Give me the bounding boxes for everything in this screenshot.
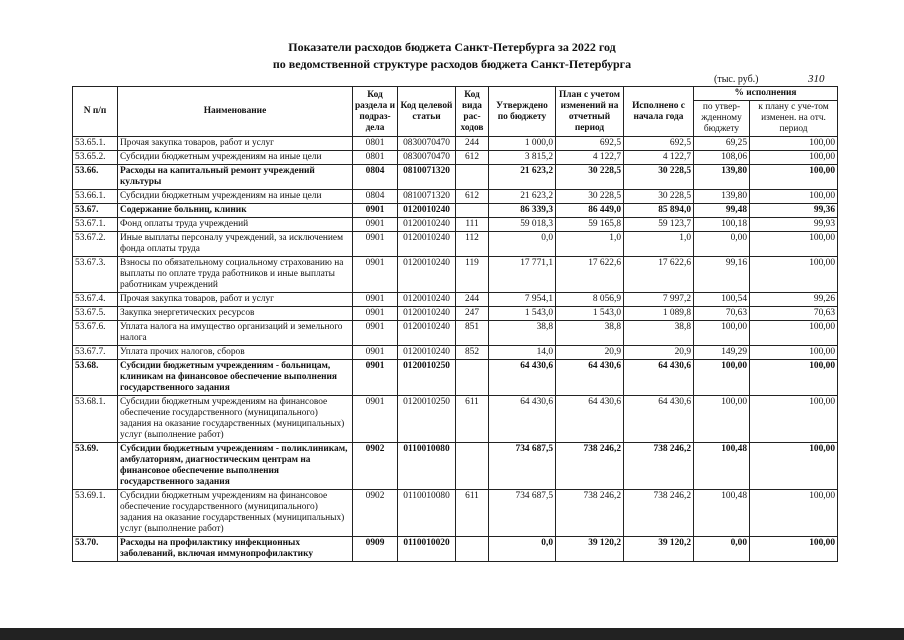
scan-bottom-edge	[0, 628, 904, 640]
row-num: 53.67.1.	[73, 218, 118, 232]
table-row	[73, 190, 838, 204]
row-name: Взносы по обязательному социальному страхованию на выплаты по оплате труда работников и иные выплаты работникам учреждений	[118, 257, 353, 293]
row-approved: 59 018,3	[489, 218, 556, 232]
row-pct-approved: 100,00	[694, 360, 750, 396]
col-header-done: Исполнено с начала года	[624, 87, 694, 137]
row-expense-type: 611	[456, 490, 489, 537]
row-name: Закупка энергетических ресурсов	[118, 307, 353, 321]
row-plan: 86 449,0	[556, 204, 624, 218]
row-approved: 3 815,2	[489, 151, 556, 165]
row-num: 53.69.	[73, 443, 118, 490]
row-pct-plan: 100,00	[750, 443, 838, 490]
row-razdel: 0909	[353, 537, 398, 562]
row-num: 53.68.	[73, 360, 118, 396]
row-expense-type: 612	[456, 190, 489, 204]
row-expense-type	[456, 443, 489, 490]
row-approved: 38,8	[489, 321, 556, 346]
row-pct-approved: 100,48	[694, 490, 750, 537]
report-title-line2: по ведомственной структуре расходов бюджета Санкт-Петербурга	[272, 57, 632, 71]
row-done: 7 997,2	[624, 293, 694, 307]
table-body	[73, 137, 838, 562]
row-pct-approved: 100,48	[694, 443, 750, 490]
row-plan: 738 246,2	[556, 490, 624, 537]
row-pct-plan: 100,00	[750, 346, 838, 360]
row-done: 738 246,2	[624, 490, 694, 537]
row-done: 4 122,7	[624, 151, 694, 165]
row-num: 53.65.1.	[73, 137, 118, 151]
row-done: 1 089,8	[624, 307, 694, 321]
row-expense-type: 111	[456, 218, 489, 232]
row-pct-approved: 139,80	[694, 165, 750, 190]
row-pct-approved: 100,54	[694, 293, 750, 307]
row-expense-type: 247	[456, 307, 489, 321]
row-approved: 21 623,2	[489, 190, 556, 204]
row-target-article: 0810071320	[398, 165, 456, 190]
row-plan: 59 165,8	[556, 218, 624, 232]
row-num: 53.67.4.	[73, 293, 118, 307]
row-done: 1,0	[624, 232, 694, 257]
row-razdel: 0902	[353, 443, 398, 490]
row-pct-approved: 100,00	[694, 321, 750, 346]
row-num: 53.65.2.	[73, 151, 118, 165]
row-num: 53.69.1.	[73, 490, 118, 537]
row-name: Расходы на капитальный ремонт учреждений культуры	[118, 165, 353, 190]
table-row	[73, 490, 838, 537]
row-pct-approved: 69,25	[694, 137, 750, 151]
row-pct-plan: 100,00	[750, 396, 838, 443]
table-row	[73, 257, 838, 293]
row-pct-plan: 70,63	[750, 307, 838, 321]
row-pct-approved: 70,63	[694, 307, 750, 321]
table-row	[73, 307, 838, 321]
table-row	[73, 204, 838, 218]
col-header-name: Наименование	[118, 87, 353, 137]
row-razdel: 0901	[353, 232, 398, 257]
row-name: Субсидии бюджетным учреждениям - поликлиникам, амбулаториям, диагностическим центрам на финансовое обеспечение выполнения государственного задания	[118, 443, 353, 490]
row-pct-plan: 100,00	[750, 321, 838, 346]
row-razdel: 0901	[353, 396, 398, 443]
col-header-num: N п/п	[73, 87, 118, 137]
row-pct-plan: 99,36	[750, 204, 838, 218]
row-expense-type: 851	[456, 321, 489, 346]
row-name: Расходы на профилактику инфекционных заболеваний, включая иммунопрофилактику	[118, 537, 353, 562]
row-target-article: 0120010240	[398, 204, 456, 218]
row-expense-type: 119	[456, 257, 489, 293]
row-razdel: 0901	[353, 293, 398, 307]
table-row	[73, 396, 838, 443]
row-name: Субсидии бюджетным учреждениям на иные цели	[118, 151, 353, 165]
row-done: 17 622,6	[624, 257, 694, 293]
row-plan: 20,9	[556, 346, 624, 360]
row-target-article: 0120010240	[398, 321, 456, 346]
row-done: 738 246,2	[624, 443, 694, 490]
row-target-article: 0110010080	[398, 490, 456, 537]
row-pct-approved: 149,29	[694, 346, 750, 360]
row-target-article: 0120010250	[398, 396, 456, 443]
row-razdel: 0901	[353, 346, 398, 360]
row-approved: 0,0	[489, 232, 556, 257]
row-razdel: 0804	[353, 165, 398, 190]
row-name: Субсидии бюджетным учреждениям - больницам, клиникам на финансовое обеспечение выполнения государственного задания	[118, 360, 353, 396]
row-expense-type: 244	[456, 293, 489, 307]
row-num: 53.66.	[73, 165, 118, 190]
table-row	[73, 137, 838, 151]
row-name: Уплата налога на имущество организаций и земельного налога	[118, 321, 353, 346]
row-target-article: 0110010020	[398, 537, 456, 562]
row-name: Иные выплаты персоналу учреждений, за исключением фонда оплаты труда	[118, 232, 353, 257]
col-header-pct-plan: к плану с уче-том изменен. на отч. период	[750, 101, 838, 137]
row-pct-plan: 100,00	[750, 490, 838, 537]
row-target-article: 0830070470	[398, 137, 456, 151]
row-razdel: 0902	[353, 490, 398, 537]
row-target-article: 0110010080	[398, 443, 456, 490]
row-razdel: 0801	[353, 137, 398, 151]
col-header-approved: Утверждено по бюджету	[489, 87, 556, 137]
row-pct-plan: 100,00	[750, 165, 838, 190]
table-row	[73, 360, 838, 396]
row-plan: 1 543,0	[556, 307, 624, 321]
row-approved: 734 687,5	[489, 443, 556, 490]
row-done: 20,9	[624, 346, 694, 360]
col-header-razdel: Код раздела и подраз-дела	[353, 87, 398, 137]
row-pct-approved: 99,16	[694, 257, 750, 293]
row-done: 38,8	[624, 321, 694, 346]
row-done: 64 430,6	[624, 396, 694, 443]
row-approved: 17 771,1	[489, 257, 556, 293]
col-header-pct-group: % исполнения	[694, 87, 838, 101]
col-header-plan: План с учетом изменений на отчетный период	[556, 87, 624, 137]
row-done: 64 430,6	[624, 360, 694, 396]
row-pct-plan: 100,00	[750, 232, 838, 257]
row-pct-plan: 100,00	[750, 137, 838, 151]
row-approved: 14,0	[489, 346, 556, 360]
row-expense-type: 611	[456, 396, 489, 443]
row-pct-approved: 0,00	[694, 537, 750, 562]
row-plan: 17 622,6	[556, 257, 624, 293]
col-header-pct-approved: по утвер-жденному бюджету	[694, 101, 750, 137]
table-row	[73, 293, 838, 307]
row-done: 30 228,5	[624, 165, 694, 190]
col-header-expense-type: Код вида рас-ходов	[456, 87, 489, 137]
row-razdel: 0901	[353, 257, 398, 293]
row-expense-type	[456, 537, 489, 562]
row-pct-plan: 100,00	[750, 151, 838, 165]
row-approved: 1 000,0	[489, 137, 556, 151]
row-target-article: 0120010240	[398, 307, 456, 321]
row-done: 692,5	[624, 137, 694, 151]
row-expense-type	[456, 165, 489, 190]
row-name: Субсидии бюджетным учреждениям на финансовое обеспечение государственного (муниципального) задания на оказание государственных (муниципальных) услуг (выполнение работ)	[118, 490, 353, 537]
row-plan: 692,5	[556, 137, 624, 151]
row-pct-approved: 100,00	[694, 396, 750, 443]
row-plan: 38,8	[556, 321, 624, 346]
row-pct-plan: 100,00	[750, 360, 838, 396]
row-num: 53.67.3.	[73, 257, 118, 293]
report-title-line1: Показатели расходов бюджета Санкт-Петербурга за 2022 год	[288, 40, 616, 54]
row-name: Уплата прочих налогов, сборов	[118, 346, 353, 360]
row-pct-plan: 100,00	[750, 257, 838, 293]
row-target-article: 0810071320	[398, 190, 456, 204]
table-row	[73, 321, 838, 346]
table-row	[73, 537, 838, 562]
row-pct-plan: 99,93	[750, 218, 838, 232]
row-pct-approved: 139,80	[694, 190, 750, 204]
row-plan: 4 122,7	[556, 151, 624, 165]
row-name: Прочая закупка товаров, работ и услуг	[118, 293, 353, 307]
row-target-article: 0120010240	[398, 346, 456, 360]
row-num: 53.66.1.	[73, 190, 118, 204]
row-plan: 30 228,5	[556, 165, 624, 190]
row-expense-type: 244	[456, 137, 489, 151]
row-approved: 1 543,0	[489, 307, 556, 321]
row-approved: 21 623,2	[489, 165, 556, 190]
row-razdel: 0901	[353, 307, 398, 321]
budget-table	[72, 86, 838, 562]
row-approved: 86 339,3	[489, 204, 556, 218]
row-razdel: 0804	[353, 190, 398, 204]
row-target-article: 0120010240	[398, 218, 456, 232]
row-num: 53.70.	[73, 537, 118, 562]
row-expense-type: 612	[456, 151, 489, 165]
table-row	[73, 165, 838, 190]
row-plan: 30 228,5	[556, 190, 624, 204]
row-num: 53.67.7.	[73, 346, 118, 360]
row-expense-type: 852	[456, 346, 489, 360]
row-razdel: 0901	[353, 218, 398, 232]
row-plan: 8 056,9	[556, 293, 624, 307]
row-plan: 39 120,2	[556, 537, 624, 562]
col-header-target-article: Код целевой статьи	[398, 87, 456, 137]
row-num: 53.67.	[73, 204, 118, 218]
row-done: 59 123,7	[624, 218, 694, 232]
row-done: 30 228,5	[624, 190, 694, 204]
row-pct-approved: 108,06	[694, 151, 750, 165]
row-expense-type	[456, 360, 489, 396]
row-num: 53.67.2.	[73, 232, 118, 257]
row-num: 53.68.1.	[73, 396, 118, 443]
table-row	[73, 232, 838, 257]
row-expense-type: 112	[456, 232, 489, 257]
row-done: 39 120,2	[624, 537, 694, 562]
row-approved: 64 430,6	[489, 396, 556, 443]
row-pct-plan: 100,00	[750, 190, 838, 204]
row-razdel: 0901	[353, 360, 398, 396]
row-approved: 734 687,5	[489, 490, 556, 537]
row-approved: 0,0	[489, 537, 556, 562]
row-razdel: 0901	[353, 204, 398, 218]
units-label: (тыс. руб.)	[714, 74, 759, 85]
row-done: 85 894,0	[624, 204, 694, 218]
table-row	[73, 151, 838, 165]
row-plan: 64 430,6	[556, 396, 624, 443]
row-pct-approved: 0,00	[694, 232, 750, 257]
row-approved: 64 430,6	[489, 360, 556, 396]
row-pct-plan: 99,26	[750, 293, 838, 307]
row-pct-plan: 100,00	[750, 537, 838, 562]
row-plan: 738 246,2	[556, 443, 624, 490]
row-razdel: 0801	[353, 151, 398, 165]
row-target-article: 0120010240	[398, 257, 456, 293]
table-row	[73, 218, 838, 232]
row-expense-type	[456, 204, 489, 218]
table-row	[73, 346, 838, 360]
row-name: Субсидии бюджетным учреждениям на иные цели	[118, 190, 353, 204]
row-target-article: 0120010240	[398, 232, 456, 257]
table-row	[73, 443, 838, 490]
row-razdel: 0901	[353, 321, 398, 346]
row-target-article: 0120010240	[398, 293, 456, 307]
row-name: Прочая закупка товаров, работ и услуг	[118, 137, 353, 151]
row-pct-approved: 100,18	[694, 218, 750, 232]
row-num: 53.67.6.	[73, 321, 118, 346]
row-target-article: 0830070470	[398, 151, 456, 165]
row-name: Содержание больниц, клиник	[118, 204, 353, 218]
row-plan: 64 430,6	[556, 360, 624, 396]
row-approved: 7 954,1	[489, 293, 556, 307]
row-plan: 1,0	[556, 232, 624, 257]
page-number: 310	[808, 73, 825, 85]
row-num: 53.67.5.	[73, 307, 118, 321]
row-name: Субсидии бюджетным учреждениям на финансовое обеспечение государственного (муниципального) задания на оказание государственных (муниципальных) услуг (выполнение работ)	[118, 396, 353, 443]
row-pct-approved: 99,48	[694, 204, 750, 218]
row-target-article: 0120010250	[398, 360, 456, 396]
row-name: Фонд оплаты труда учреждений	[118, 218, 353, 232]
